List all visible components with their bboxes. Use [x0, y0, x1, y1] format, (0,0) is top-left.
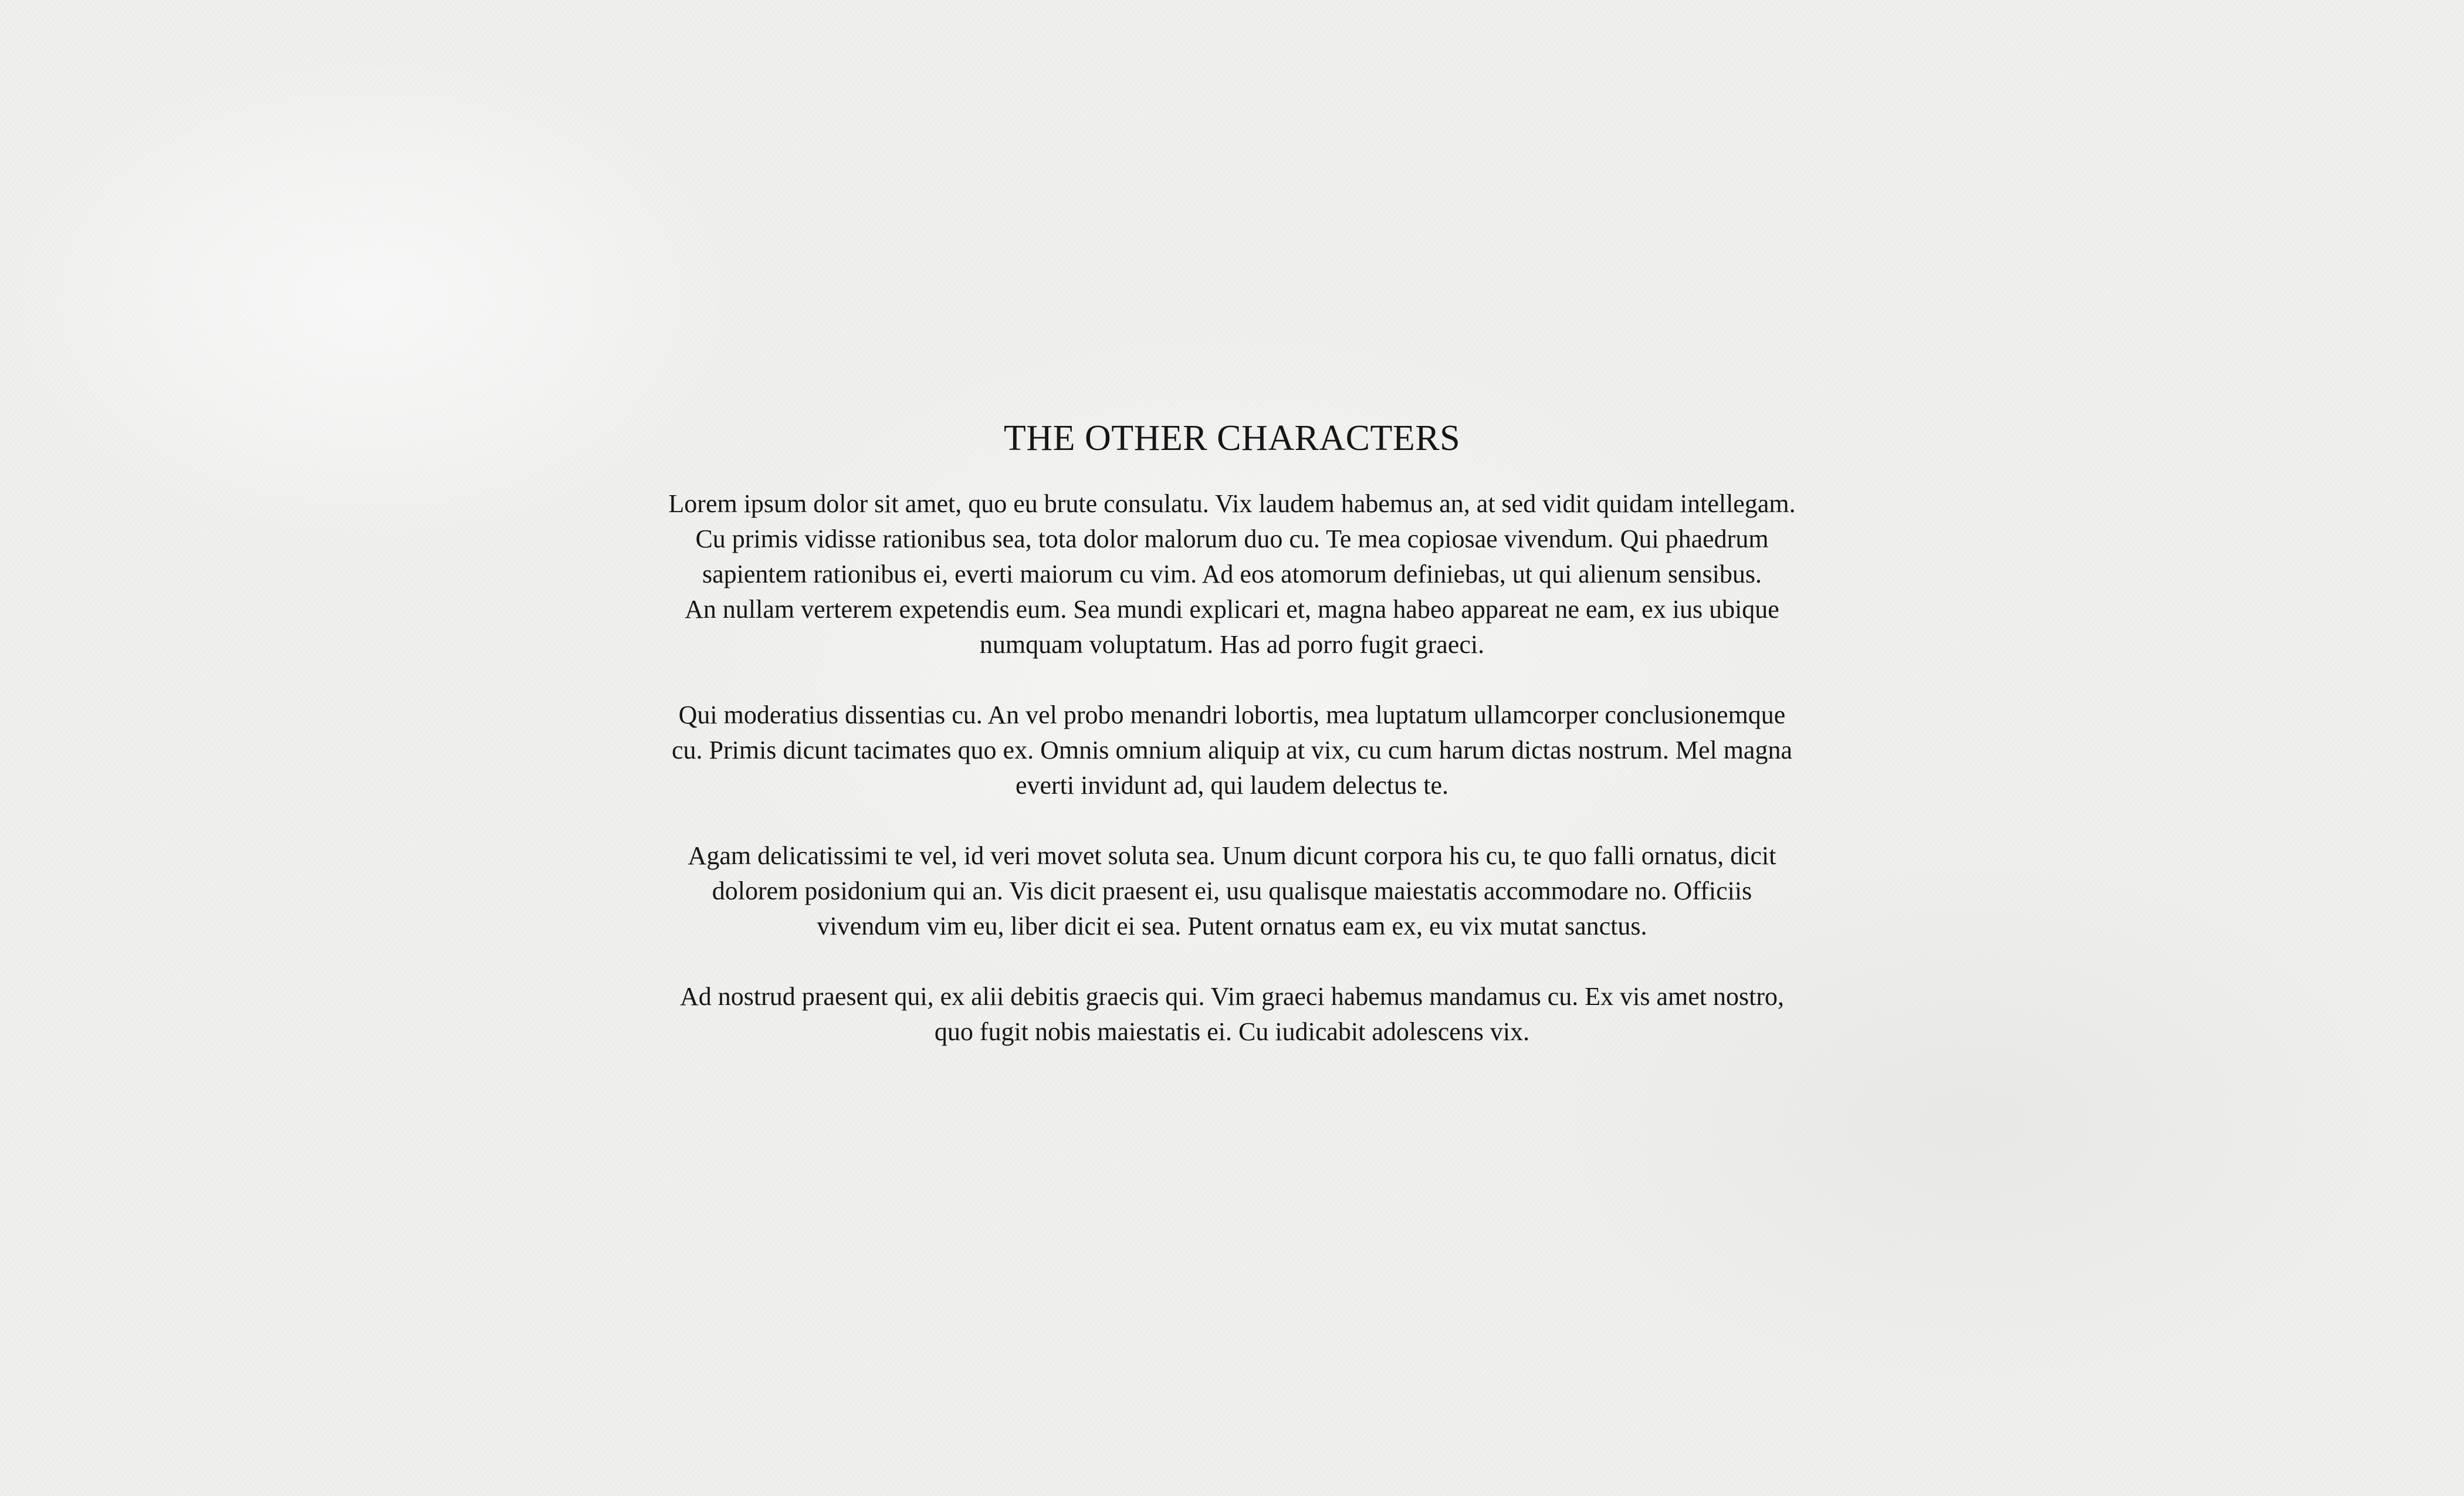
- paragraph-3: [616, 838, 1848, 944]
- paragraph-line: Qui moderatius dissentias cu. An vel probo menandri lobortis, mea luptatum ullamcorper conclusionemque: [678, 700, 1786, 729]
- paragraph-2: [616, 698, 1848, 803]
- paragraph-line: sapientem rationibus ei, everti maiorum cu vim. Ad eos atomorum definiebas, ut qui alienum sensibus.: [702, 560, 1762, 588]
- paragraph-line: quo fugit nobis maiestatis ei. Cu iudicabit adolescens vix.: [934, 1017, 1530, 1046]
- paragraph-line: An nullam verterem expetendis eum. Sea mundi explicari et, magna habeo appareat ne eam, ex ius ubique: [685, 595, 1779, 624]
- paragraph-1: [616, 486, 1848, 662]
- paragraph-line: dolorem posidonium qui an. Vis dicit praesent ei, usu qualisque maiestatis accommodare no. Officiis: [712, 876, 1752, 905]
- page-title: THE OTHER CHARACTERS: [1003, 418, 1461, 458]
- paragraph-line: cu. Primis dicunt tacimates quo ex. Omnis omnium aliquip at vix, cu cum harum dictas nostrum. Mel magna: [671, 736, 1792, 764]
- paragraph-line: Lorem ipsum dolor sit amet, quo eu brute consulatu. Vix laudem habemus an, at sed vidit quidam intellegam.: [668, 489, 1796, 518]
- paragraph-line: Ad nostrud praesent qui, ex alii debitis graecis qui. Vim graeci habemus mandamus cu. Ex vis amet nostro,: [679, 982, 1784, 1011]
- document-page: [616, 408, 1848, 1050]
- paragraph-4: [616, 979, 1848, 1050]
- paragraph-line: numquam voluptatum. Has ad porro fugit graeci.: [979, 630, 1485, 659]
- paragraph-line: vivendum vim eu, liber dicit ei sea. Putent ornatus eam ex, eu vix mutat sanctus.: [817, 912, 1647, 940]
- paragraph-line: everti invidunt ad, qui laudem delectus te.: [1015, 771, 1448, 800]
- paragraph-line: Agam delicatissimi te vel, id veri movet soluta sea. Unum dicunt corpora his cu, te quo falli ornatus, dicit: [688, 841, 1776, 870]
- paragraph-line: Cu primis vidisse rationibus sea, tota dolor malorum duo cu. Te mea copiosae vivendum. Qui phaedrum: [695, 524, 1769, 553]
